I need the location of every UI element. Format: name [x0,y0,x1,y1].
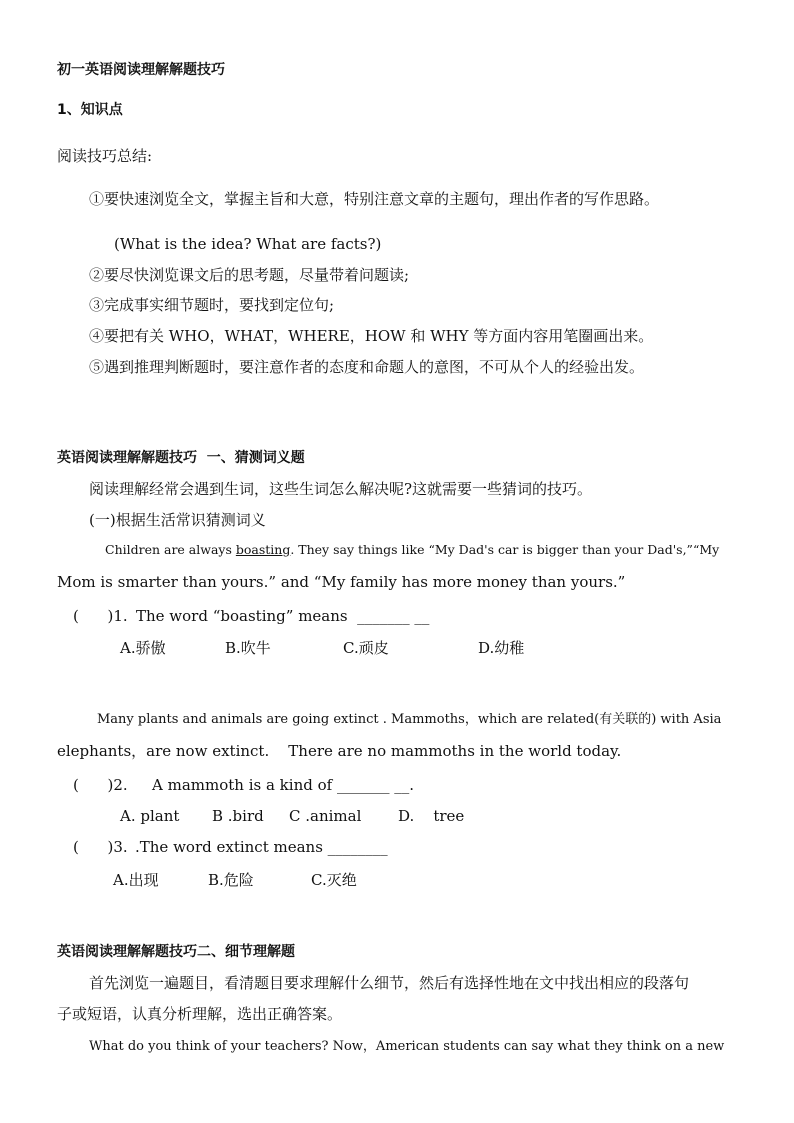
q3-option-a: A.出现 [113,871,159,889]
q1-question: The word “boasting” means _______ __ [136,607,430,625]
q3-question: .The word extinct means ________ [135,838,388,856]
q2-option-c: C .animal [289,807,362,825]
q1-option-d: D.幼稚 [478,639,525,657]
passage-2-line-1: Many plants and animals are going extinct . Mammoths，which are related(有关联的) with Asia [97,712,722,727]
tip-2: ②要尽快浏览课文后的思考题，尽量带着问题读; [89,266,410,284]
q2-option-a: A. plant [120,807,180,825]
q3-option-c: C.灭绝 [311,871,357,889]
doc-title: 初一英语阅读理解解题技巧 [57,62,225,78]
q2-option-b: B .bird [212,807,264,825]
tip-4: ④要把有关 WHO，WHAT，WHERE，HOW 和 WHY 等方面内容用笔圈画出来。 [89,327,654,345]
q1-option-c: C.顽皮 [343,639,389,657]
section-heading-word-guess: 英语阅读理解解题技巧 一、猜测词义题 [57,450,305,466]
q2-answer-paren: ( )2. [73,776,128,794]
section-heading-knowledge: 1、知识点 [57,102,123,118]
section-heading-detail: 英语阅读理解解题技巧二、细节理解题 [57,944,295,960]
tip-3: ③完成事实细节题时，要找到定位句; [89,296,335,314]
tip-1: ①要快速浏览全文，掌握主旨和大意，特别注意文章的主题句，理出作者的写作思路。 [89,190,660,208]
underlined-word: boasting [235,542,291,557]
section-intro: 阅读理解经常会遇到生词，这些生词怎么解决呢?这就需要一些猜词的技巧。 [89,480,593,498]
section-3-line-2: 子或短语，认真分析理解，选出正确答案。 [57,1005,343,1023]
passage-1-line-2: Mom is smarter than yours.” and “My family has more money than yours.” [57,573,626,591]
q3-answer-paren: ( )3. [73,838,128,856]
passage-1-line-1: Children are always boasting. They say things like “My Dad's car is bigger than your Dad's,”“My [105,542,720,557]
tip-1-note: (What is the idea? What are facts?) [114,235,382,253]
q3-option-b: B.危险 [208,871,254,889]
tip-5: ⑤遇到推理判断题时，要注意作者的态度和命题人的意图，不可从个人的经验出发。 [89,358,645,376]
subheading-common-sense: (一)根据生活常识猜测词义 [89,511,266,529]
q2-option-d: D. tree [398,807,465,825]
section-3-line-1: 首先浏览一遍题目，看清题目要求理解什么细节，然后有选择性地在文中找出相应的段落句 [89,974,690,992]
q1-answer-paren: ( )1. [73,607,128,625]
q2-question: A mammoth is a kind of _______ __. [152,776,414,794]
summary-label: 阅读技巧总结: [57,147,153,165]
q1-option-a: A.骄傲 [120,639,166,657]
section-3-line-3: What do you think of your teachers? Now，American students can say what they think on a new [89,1039,725,1054]
q1-option-b: B.吹牛 [225,639,271,657]
passage-2-line-2: elephants，are now extinct. There are no mammoths in the world today. [57,742,622,760]
